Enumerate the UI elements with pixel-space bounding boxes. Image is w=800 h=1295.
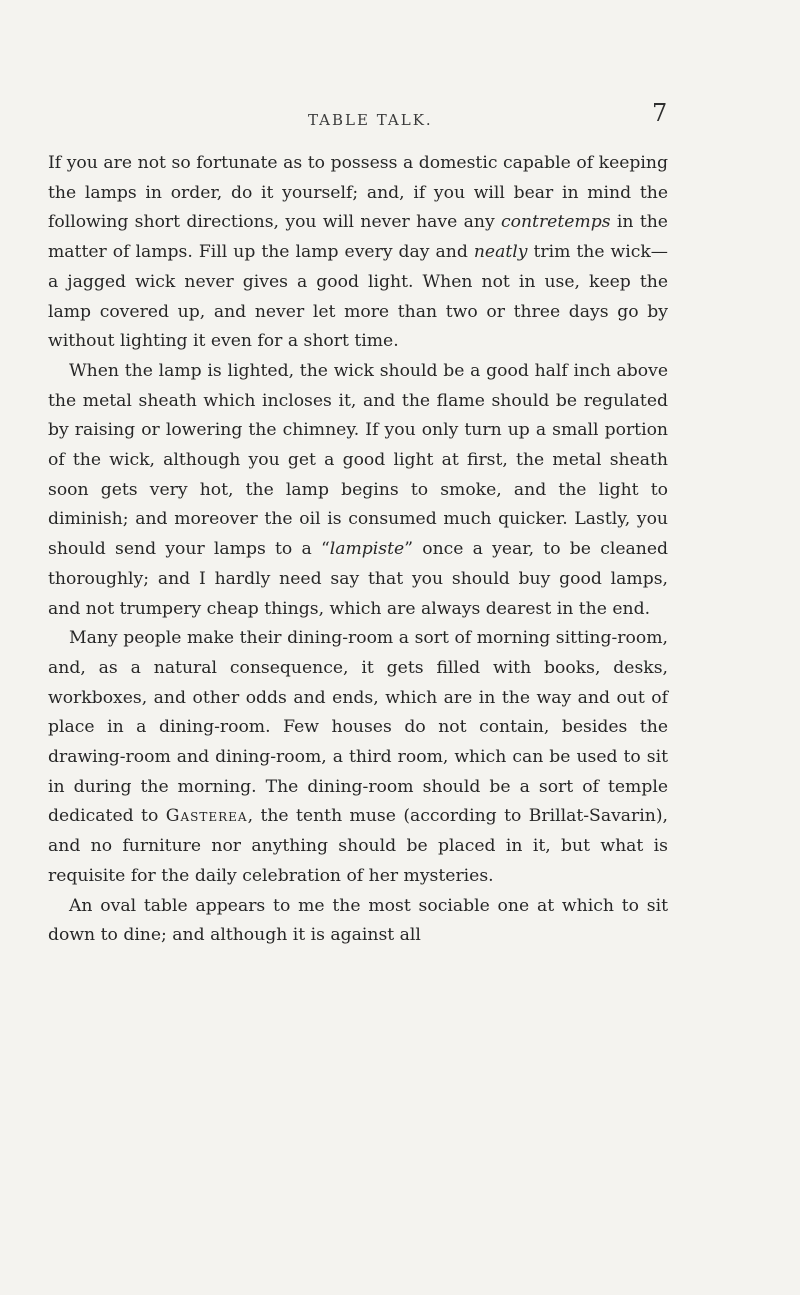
body-text bbox=[48, 149, 668, 951]
text-run: , the tenth muse (according to Brillat-Savarin), and no furniture nor anything should be placed in it, but what is requisite for the daily celebration of her mysteries. bbox=[48, 806, 668, 886]
paragraph-oval-table bbox=[48, 892, 668, 951]
text-run: Many people make their dining-room a sort of morning sitting-room, and, as a natural consequence, it gets filled with books, desks, workboxes, and other odds and ends, which are in the way and out of place in a dining-room. Few houses do not contain, besides the drawing-room and dining-room, a third room, which can be used to sit in during the morning. The dining-room should be a sort of temple dedicated to bbox=[48, 628, 668, 827]
text-run: If you are not so fortunate as to possess a domestic capable of keeping the lamps in order, do it yourself; and, if you will bear in mind the following short directions, you will never have any bbox=[48, 153, 668, 233]
running-title: TABLE TALK. bbox=[308, 111, 433, 129]
text-run: When the lamp is lighted, the wick should be a good half inch above the metal sheath which incloses it, and the flame should be regulated by raising or lowering the chimney. If you only turn up a small portion of the wick, although you get a good light at first, the metal sheath soon gets very hot, the lamp begins to smoke, and the light to diminish; and moreover the oil is consumed much quicker. Lastly, you should send your lamps to a “ bbox=[48, 360, 668, 560]
text-run-smallcaps: Gasterea bbox=[165, 806, 248, 827]
text-run-italic: contretemps bbox=[501, 212, 611, 233]
running-head bbox=[0, 99, 800, 135]
text-run: ” once a year, to be cleaned thoroughly; and I hardly need say that you should buy good lamps, and not trumpery cheap things, which are always dearest in the end. bbox=[48, 539, 668, 619]
text-run-italic: neatly bbox=[473, 242, 528, 263]
text-run: trim the wick—a jagged wick never gives a good light. When not in use, keep the lamp covered up, and never let more than two or three days go by without lighting it even for a short time. bbox=[48, 242, 668, 352]
text-run: An oval table appears to me the most sociable one at which to sit down to dine; and although it is against all bbox=[48, 895, 668, 946]
paragraph-lamps-care bbox=[48, 149, 668, 357]
paragraph-dining-room bbox=[48, 624, 668, 891]
text-run: in the matter of lamps. Fill up the lamp every day and bbox=[48, 212, 668, 263]
text-run-italic: lampiste bbox=[329, 539, 405, 560]
paragraph-lamp-lighting bbox=[48, 357, 668, 624]
page-number: 7 bbox=[652, 99, 668, 127]
